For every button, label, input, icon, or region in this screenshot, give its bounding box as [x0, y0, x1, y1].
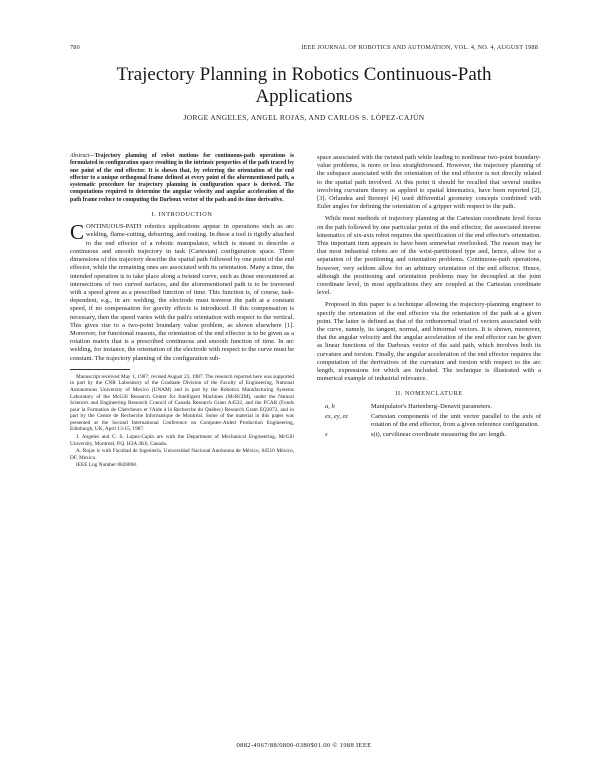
abstract-text: Trajectory planning of robot motions for continuous-path operations is formulated in configuration space resulting in the intrinsic properties of the path traced by one point of the end effector. It is shown that, by referring the orientation of the end effector to a unique orthogonal frame defined at every point of the aforementioned path, a systematic procedure for trajectory planning in configuration space is derived. The computations required to determine the angular velocity and angular acceleration of the path frame reduce to computing the Darboux vector of the path and its time derivative.	[70, 153, 294, 203]
page-number: 780	[70, 44, 80, 51]
section-heading-nomenclature: II. NOMENCLATURE	[395, 390, 463, 398]
drop-cap: C	[70, 220, 85, 245]
intro-text: ONTINUOUS-PATH robotics applications appear in operations such as arc welding, flame-cutting, deburring, and routing. In these a tool is rigidly attached to the end effector of a robotic manipulator, which is meant to describe a continuous and smooth trajectory in task (Cartesian) configuration space. Three dimensions of this trajectory describe the spatial path followed by one point of the end effector, while the remaining ones are associated with its orientation. Many a time, the intended operation is to take place along a twisted curve, such as those encountered at intersections of two curved surfaces, and the aforementioned path is to be traversed with a speed given as a prescribed function of time. This function is, of course, task-dependent, e.g., in arc welding, the electrode must traverse the path at a constant speed, if no compensation for gravity effects is introduced. If this compensation is necessary, then the speed varies with the path's orientation with respect to the vertical. This gives rise to a two-point boundary value problem, as shown elsewhere [1]. Moreover, for functional reasons, the orientation of the end effector is to be given as a rotation matrix that is a prescribed continuous and smooth function of time. In arc welding, for instance, the orientation of the electrode with respect to the curve must be constant. The trajectory planning of the configuration sub-	[70, 223, 294, 362]
footnote-log-number: IEEE Log Number 8820868.	[76, 462, 138, 469]
footnote-manuscript: Manuscript received May 1, 1987; revised August 23, 1987. The research reported here was supported in part by the CNR Laboratory of the Graduate Division of the Faculty of Engineering, National Autonomous University of Mexico (UNAM) and in part by the Robotics Manufacturing Systems Laboratory of the McGill Research Center for Intelligent Machines (McRCIM), under the Natural Sciences and Engineering Research Council of Canada Research Grant A4532, and the FCAR (Fonds pour la Formation de Chercheurs et l'Aide à la Recherche du Québec) Research Grant EQ3072, and in part by the Centre de Recherche Informatique de Montréal. Some of the material in this paper was presented at the Second International Conference on Computer-Aided Production Engineering, Edinburgh, UK, April 13-15, 1987.	[70, 373, 294, 433]
nomenclature-entry	[317, 413, 541, 429]
authors: JORGE ANGELES, ANGEL ROJAS, AND CARLOS S. LÓPEZ-CAJÚN	[183, 113, 425, 122]
footnotes	[70, 374, 294, 469]
body-paragraph-2: While most methods of trajectory planning at the Cartesian coordinate level focus on the path followed by one particular point of the end effector, the associated inverse kinematics of six-axis robot requires the specification of the end effector's orientation. This important item appears to have been somewhat overlooked. The reason may be that most industrial robots are of the wrist-partitioned type and, hence, allow for a separation of the positioning and orientation problems. Continuous-path operations, however, very seldom allow for an arbitrary orientation of the end effector. Hence, although the positioning and orientation problems may be decoupled at the joint coordinate level, in most applications they are coupled at the Cartesian coordinate level.	[317, 215, 541, 297]
abstract	[70, 153, 294, 204]
nomenclature-entry	[317, 431, 541, 439]
nomenclature-symbol: ex, ey, ez	[325, 412, 348, 420]
right-column	[317, 154, 541, 440]
nomenclature-symbol: a, b	[325, 402, 335, 410]
nomenclature-definition: Manipulator's Hartenberg–Denavit parameters.	[371, 402, 492, 410]
copyright-line: 0882-4967/88/0800-0380$01.00 © 1988 IEEE	[236, 742, 372, 749]
journal-header: IEEE JOURNAL OF ROBOTICS AND AUTOMATION, VOL. 4, NO. 4, AUGUST 1988	[301, 44, 538, 51]
nomenclature-symbol: s	[325, 431, 328, 439]
body-paragraph-1: space associated with the twisted path while leading to nonlinear two-point boundary-value problems, is more or less straightforward. However, the trajectory planning of the subspace associated with the orientation of the end effector is not directly related to the spatial path involved. At this point it should be recalled that several studies involving curvature theory as applied to spatial kinematics, have been reported [2], [3]. Orlandea and Berenyi [4] used differential geometry concepts combined with Euler angles for defining the orientation of a gripper with respect to the path.	[317, 154, 541, 211]
left-column	[70, 153, 294, 470]
footnote-affiliation-2: A. Rojas is with Facultad de Ingeniería, Universidad Nacional Autónoma de México, 04510 México, DF, Mexico.	[70, 448, 294, 461]
section-heading-introduction: I. INTRODUCTION	[151, 211, 213, 219]
nomenclature-definition: Cartesian components of the unit vector parallel to the axis of rotation of the end effector, from a given reference configuration.	[371, 412, 541, 429]
abstract-label: Abstract—	[70, 153, 95, 159]
running-head	[70, 44, 538, 54]
nomenclature-entry	[317, 403, 541, 411]
paper-title: Trajectory Planning in Robotics Continuous-Path Applications	[116, 64, 492, 107]
body-paragraph-3: Proposed in this paper is a technique allowing the trajectory-planning engineer to specify the orientation of the end effector via the orientation of the path at a given point. The latter is defined as that of the orthonormal triad of vectors associated with the curve, namely, its tangent, normal, and binormal vectors. It is shown, moreover, that the angular velocity and the angular acceleration of the end effector can be given as linear functions of the Darboux vector of the said path, which involves both its curvature and torsion. Finally, the angular acceleration of the end effector requires the computation of the derivatives of the curvature and torsion with respect to the arc length, expressions for which are included. The technique is illustrated with a numerical example of industrial relevance.	[317, 301, 541, 383]
nomenclature-definition: s(t), curvilinear coordinate measuring the arc length.	[371, 431, 507, 439]
footnote-affiliation-1: J. Angeles and C. S. López-Cajún are with the Department of Mechanical Engineering, McGill University, Montreal, P.Q. H3A 2K6, Canada.	[70, 434, 294, 447]
footnote-divider	[70, 369, 130, 370]
intro-paragraph	[70, 220, 294, 362]
